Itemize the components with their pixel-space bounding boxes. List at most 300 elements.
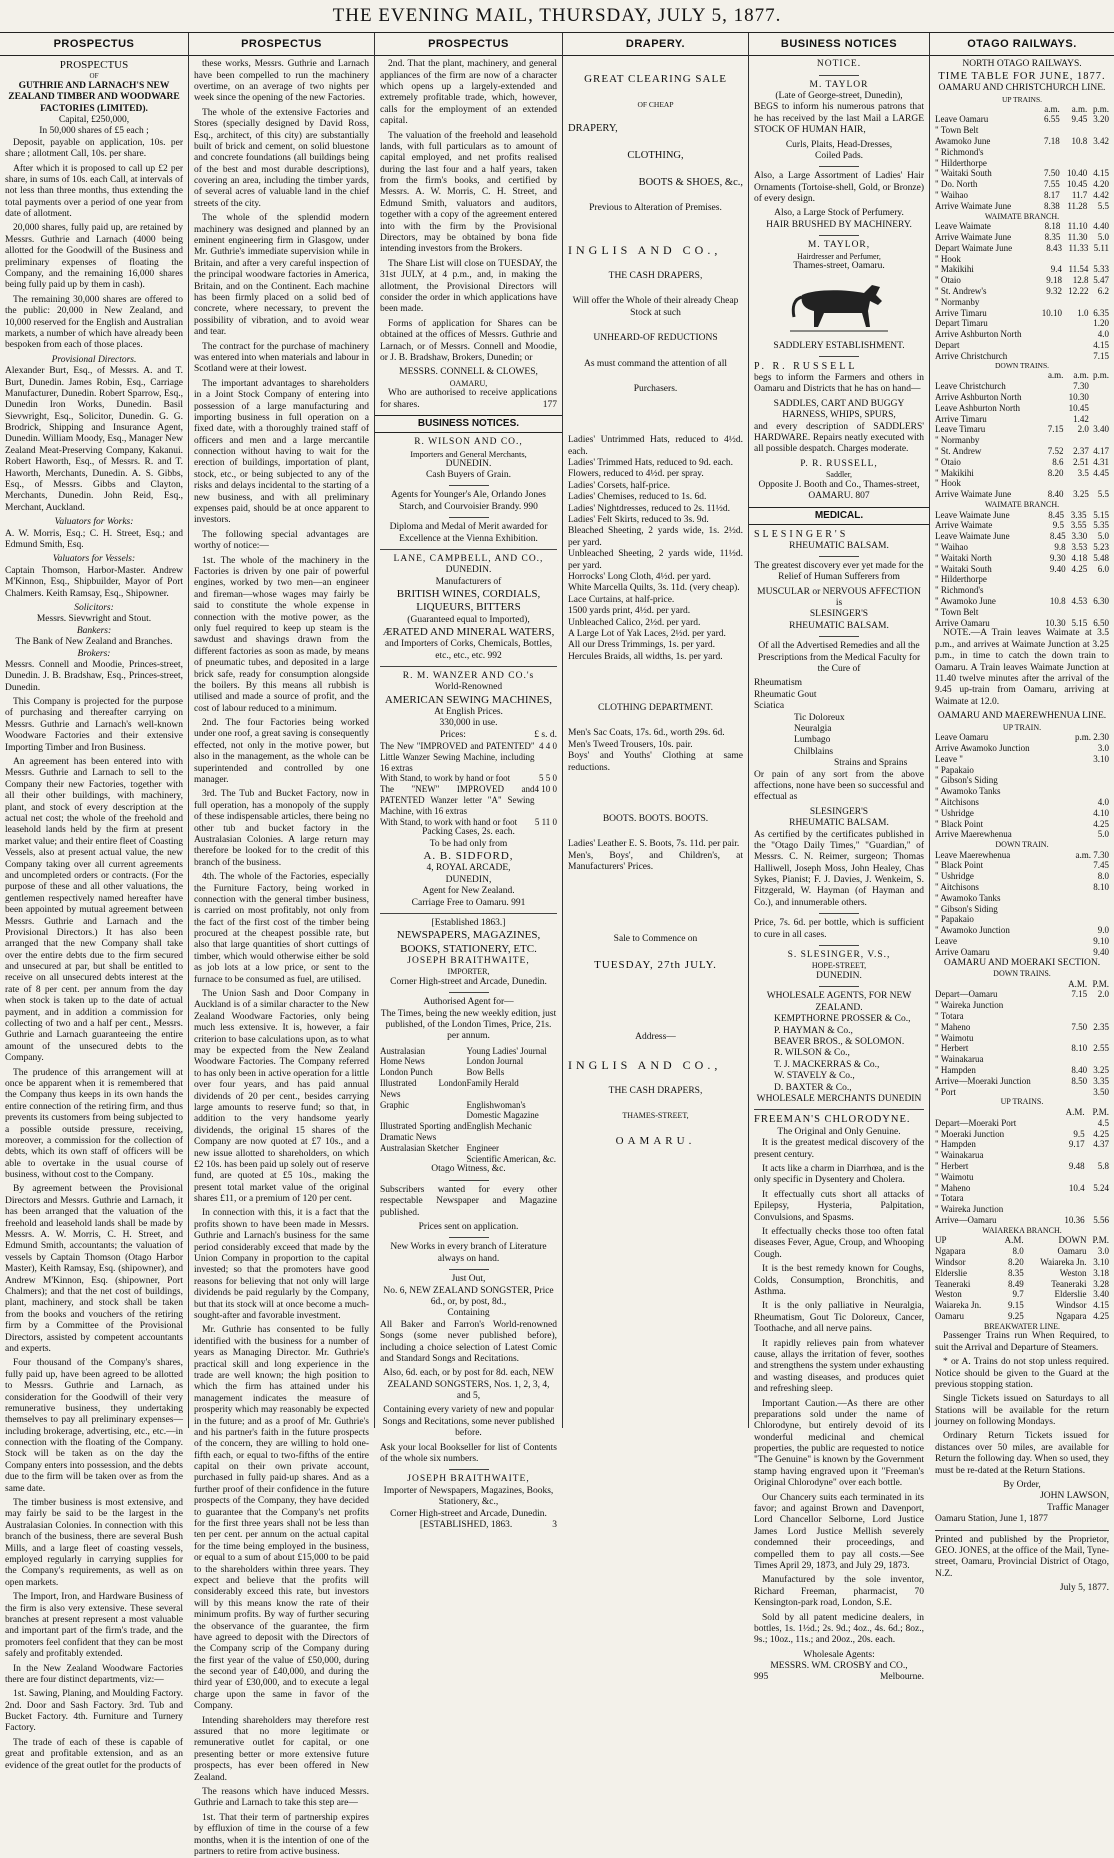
timetable-time: 3.42 [1087, 136, 1109, 147]
russell-begs: begs to inform the Farmers and others in Oamaru and Districts that he has on hand— [754, 373, 924, 396]
original-genuine: The Original and Only Genuine. [754, 1127, 924, 1138]
braithwaite: JOSEPH BRAITHWAITE, [380, 956, 557, 967]
newspaper-page [0, 33, 1114, 1428]
timetable-row [935, 1011, 1109, 1022]
timetable-row [935, 1300, 1109, 1311]
timetable-row [935, 297, 1109, 308]
sale-commence: Sale to Commence on [568, 934, 743, 945]
timetable-time: 2.35 [1087, 1022, 1109, 1033]
timetable-time [1085, 1193, 1109, 1204]
braithwaite-2: JOSEPH BRAITHWAITE, [380, 1474, 557, 1485]
timetable-row [935, 829, 1109, 840]
timetable-time [1087, 607, 1109, 618]
agents-list [754, 1014, 924, 1094]
timetable-header-cell: A.M. [1062, 979, 1087, 990]
timetable-time: 10.36 [1055, 1215, 1085, 1226]
address-label: Address— [568, 1032, 743, 1043]
timetable-header-row [935, 1107, 1109, 1118]
lane-town: DUNEDIN. [380, 565, 557, 576]
paper-name: London Journal [466, 1056, 557, 1067]
timetable-time: 7.55 [1038, 179, 1059, 190]
timetable-station: " Do. North [935, 179, 1038, 190]
timetable-row [935, 1161, 1109, 1172]
timetable-time: 7.15 [1082, 351, 1109, 362]
deposit-text: Deposit, payable on application, 10s. per share ; allotment Call, 10s. per share. [5, 138, 183, 161]
timetable-row [935, 1054, 1109, 1065]
divider [819, 235, 859, 236]
paragraph: The trade of each of these is capable of great and profitable extension, and as an evidence of the great outlet for the products of [5, 1738, 183, 1772]
notice-paragraph: * or A. Trains do not stop unless required. Notice should be given to the Guard at the previous stopping station. [935, 1357, 1109, 1391]
timetable-station: " Awamoko Tanks [935, 893, 1055, 904]
up-trains-heading: UP TRAINS. [935, 95, 1109, 104]
paragraph: The Import, Iron, and Hardware Business of the firm is also very extensive. These several branches at present represent a most valuable and important part of the firm's trade, and the promoters feel confident that they can be most safely and profitably extended. [5, 1592, 183, 1660]
drapery-item: 1500 yards print, 4½d. per yard. [568, 606, 743, 617]
timetable-time: 9.45 [1060, 114, 1088, 125]
timetable-station: " Normanby [935, 435, 1044, 446]
paper-name: Bow Bells [466, 1067, 557, 1078]
timetable-row [935, 1257, 1109, 1268]
spacer [568, 874, 743, 934]
timetable-time: 3.28 [1087, 1279, 1109, 1290]
timetable-time [1044, 403, 1064, 414]
timetable-row [935, 1289, 1109, 1300]
price-row [380, 784, 557, 816]
paragraph: these works, Messrs. Guthrie and Larnach have been compelled to run the machinery overtime, on an average of two nights per week since the opening of the new Factories. [194, 59, 369, 105]
balsam-price: Price, 7s. 6d. per bottle, which is sufficient to cure in all cases. [754, 918, 924, 941]
timetable-time: 8.38 [1038, 201, 1059, 212]
timetable-time: 8.40 [1044, 489, 1064, 500]
freeman-paragraph: Our Chancery suits each terminated in its favor; and against Brown and Davenport, Lord Chancellor Selborne, Lord Justice James Lord Justice Mellish severely condemned their proceedings, and compelled them to pay all costs.—See Times April 29, 1873, and July 29, 1873. [754, 1493, 924, 1573]
lane-importers [380, 639, 557, 662]
timetable-time: 7.45 [1055, 860, 1109, 871]
timetable-time [1089, 403, 1109, 414]
timetable-time [1087, 574, 1109, 585]
timetable-station: Arrive Ashburton North [935, 392, 1044, 403]
boots-item: Ladies' Leather E. S. Boots, 7s. 11d. per pair. [568, 839, 743, 850]
timetable-time: 4.10 [1063, 808, 1109, 819]
wilson-agents-text: Agents for Younger's Ale, Orlando Jones Starch, and Courvoisier Brandy. [391, 490, 546, 511]
timetable-time: Ngapara [1024, 1311, 1087, 1322]
certified: As certified by the certificates published in the "Otago Daily Times," "Guardian," of Messrs. C. N. Reimer, surgeon; Thomas Halliwell, Joseph Moss, John Healey, Chas Sykes, Pianist; F. J. Davies, J. Wenkeim, S. Fitzgerald, W. Hayman (of Hayman and Co.), and innumerable others. [754, 830, 924, 910]
muscular: MUSCULAR or NERVOUS AFFECTION [754, 587, 924, 598]
paragraph [380, 388, 557, 411]
bankers-heading: Bankers: [5, 626, 183, 637]
hope-street: HOPE-STREET, [754, 961, 924, 971]
divider [819, 913, 859, 914]
timetable-station: Arrive Waimate [935, 520, 1042, 531]
timetable-station: Depart Timaru [935, 318, 1082, 329]
timetable-station: Arrive Awamoko Junction [935, 743, 1063, 754]
timetable-station: Waiareka Jn. [935, 1300, 998, 1311]
timetable-station: " Waimotu [935, 1033, 1062, 1044]
paragraph: By agreement between the Provisional Directors and Messrs. Guthrie and Larnach, it has been arranged that the valuation of the freehold and leasehold lands shall be made by Messrs. A. W. Morris, C. H. Street, and Edmund Smith, accountants; the valuation of vessels by Captain Thomson (Otago Harbor Master), Keith Ramsay, Esq. (shipowner), and Andrew M'Kinnon, Esq. (shipowner, Port Chalmers); and that the net cost of buildings, plant, machinery, and stock shall be taken from the books and vouchers of the retiring firm by a Committee of the Provisional Directors, assisted by competent accountants and experts. [5, 1184, 183, 1355]
timetable-row [935, 318, 1109, 329]
timetable-time [1044, 478, 1064, 489]
timetable-time [1089, 414, 1109, 425]
timetable-time: 4.18 [1066, 553, 1088, 564]
drapery-item: Hercules Braids, all widths, 1s. per yard. [568, 652, 743, 663]
timetable-time [1044, 392, 1064, 403]
brokers-heading: Brokers: [5, 649, 183, 660]
timetable-station: " Hampden [935, 1139, 1055, 1150]
timetable-time: 4.0 [1063, 797, 1109, 808]
crosby-footer [754, 1672, 924, 1683]
papers-table [380, 1046, 557, 1165]
price-item: The "NEW" IMPROVED and PATENTED Wanzer letter "A" Sewing Machine, with 16 extras [380, 784, 535, 816]
divider [449, 992, 489, 993]
paragraph: The Union Sash and Door Company in Auckland is of a similar character to the New Zealand Woodware Factories, only being much less extensive. It is, however, a fair criterion to base calculations upon, as to what may be expected from the New Zealand Woodware Factories. The Company referred to has only been in active operation for a little over four years, and has paid annual dividends of 20 per cent., besides carrying large amounts to reserve fund; so that, in addition to the very handsome yearly dividends, the original 15 shares of the Company are now quoted at £7 10s., and a new issue allotted to shareholders, on which £2 10s. has been paid up solely out of reserve fund, are quoted at £5 10s., making the present total market value of the original shares £11, or a premium of 120 per cent. [194, 989, 369, 1205]
taylor-name: M. TAYLOR [754, 80, 924, 91]
prices-header [380, 730, 557, 741]
timetable-row [935, 457, 1109, 468]
up-train-heading: UP TRAIN. [935, 723, 1109, 733]
timetable-time: 9.8 [1038, 542, 1066, 553]
ailment: Strains and Sprains [754, 758, 924, 769]
timetable-station: " Maheno [935, 1022, 1062, 1033]
paper-row [380, 1067, 557, 1078]
paragraph: The whole of the extensive Factories and Stores (specially designed by David Ross, Esq., architect, of this city) are substantially built of brick and cement, on solid bluestone and concrete foundations (all buildings being of the best and most durable descriptions), covering an area, including the timber yards, of several acres of valuable land in the chief streets of the city. [194, 108, 369, 211]
timetable-row [935, 136, 1109, 147]
timetable-station: Arrive Oamaru [935, 618, 1038, 629]
wanzer-name: R. M. WANZER AND CO.'s [380, 671, 557, 682]
timetable-time: 5.0 [1087, 232, 1109, 243]
timetable-station: Leave Christchurch [935, 381, 1044, 392]
divider [449, 485, 489, 486]
spacer [568, 1044, 743, 1058]
timetable-row [935, 871, 1109, 882]
drapery-item: Ladies' Nightdresses, reduced to 2s. 11½d. [568, 504, 743, 515]
must-command: As must command the attention of all [568, 359, 743, 370]
crosby: MESSRS. WM. CROSBY and CO., [754, 1661, 924, 1672]
timetable-time [1087, 1033, 1109, 1044]
unheard-of: UNHEARD-OF REDUCTIONS [568, 333, 743, 344]
paper-name: Illustrated Sporting and Dramatic News [380, 1121, 466, 1143]
timetable-time: 3.40 [1087, 1289, 1109, 1300]
valuators-list: A. W. Morris, Esq.; C. H. Street, Esq.; and Edmund Smith, Esq. [5, 529, 183, 552]
timetable-time [1089, 381, 1109, 392]
timetable-station: " Richmond's [935, 585, 1038, 596]
timetable-time [1055, 1118, 1085, 1129]
paper-name: Australasian Sketcher [380, 1143, 466, 1154]
timetable-station: " Wainakarua [935, 1150, 1055, 1161]
timetable-row [935, 1076, 1109, 1087]
timetable-station: Awamoko June [935, 136, 1038, 147]
drapery-item: Flowers, reduced to 4½d. per spray. [568, 469, 743, 480]
paper-name: Scientific American, &c. [466, 1154, 557, 1165]
traffic-manager: Traffic Manager [935, 1503, 1109, 1514]
timetable-row [935, 1087, 1109, 1098]
timetable-time [1066, 574, 1088, 585]
timetable-row [935, 308, 1109, 319]
paragraph: In the New Zealand Woodware Factories there are four distinct departments, viz:— [5, 1664, 183, 1687]
timetable [935, 243, 1109, 319]
carriage-text: Carriage Free to Oamaru. [412, 898, 509, 908]
ad-number: 992 [487, 651, 501, 661]
timetable-time [1038, 585, 1066, 596]
russell-every: and every description of SADDLERS' HARDWARE. Repairs neatly executed with all possible despatch. Charges moderate. [754, 422, 924, 456]
timetable-row [935, 232, 1109, 243]
timetable-station: " St. Andrew [935, 446, 1044, 457]
timetable-station: " Herbert [935, 1043, 1062, 1054]
timetable-row [935, 850, 1109, 861]
wanzer-sold: 330,000 in use. [380, 718, 557, 729]
section-heading: MEDICAL. [749, 507, 929, 525]
of-label: OF [5, 72, 183, 80]
also-songsters: Also, 6d. each, or by post for 8d. each, NEW ZEALAND SONGSTERS, Nos. 1, 2, 3, 4, and 5, [380, 1368, 557, 1402]
timetable-time: 9.4 [1036, 264, 1062, 275]
timetable-time [1089, 392, 1109, 403]
boots-line: BOOTS & SHOES, &c., [568, 177, 743, 190]
timetable-station: " Otaio [935, 275, 1036, 286]
paragraph: The following special advantages are worthy of notice:— [194, 530, 369, 553]
directors-list: Alexander Burt, Esq., of Messrs. A. and T. Burt, Dunedin. James Robin, Esq., Carriage Manufacturer, Dunedin. Robert Sparrow, Esq., Dunedin Iron Works, Dunedin. Basil Sievwright, Esq., Solicitor, Dunedin. G. G. Brodrick, Shipping and Insurance Agent, Dunedin. William Moody, Esq., Manager New Zealand Meat-Preserving Company, Kakanui. Robert Haworth, Esq., of Messrs. R. and T. Haworth, Merchants, Dunedin. A. S. Gibbs, Esq., of Messrs. Gibbs and Clayton, Merchants, Dunedin. John Reid, Esq., Merchant, Auckland. [5, 366, 183, 514]
timetable-station: " Waihao [935, 190, 1038, 201]
auth-agent: Authorised Agent for— [380, 997, 557, 1008]
timetable-header-cell: p.m. [1089, 370, 1109, 381]
timetable-time [1062, 1087, 1087, 1098]
timetable-time: 5.23 [1087, 542, 1109, 553]
timetable-time [1085, 1172, 1109, 1183]
wilson-award: Diploma and Medal of Merit awarded for Excellence at the Vienna Exhibition. [380, 522, 557, 545]
timetable-time: 8.10 [1062, 1043, 1087, 1054]
price-item: The New "IMPROVED and PATENTED" Little Wanzer Sewing Machine, including 16 extras [380, 741, 535, 773]
timetable [935, 104, 1109, 212]
timetable-time: 8.45 [1038, 531, 1066, 542]
ailment: Neuralgia [754, 724, 924, 735]
timetable-header-cell: a.m. [1044, 370, 1064, 381]
paper-row [380, 1100, 557, 1122]
timetable-row [935, 893, 1109, 904]
ailments-list [754, 678, 924, 769]
thames-street: THAMES-STREET, [568, 1111, 743, 1121]
timetable-time [1088, 254, 1109, 265]
paragraph: This Company is projected for the purpose of purchasing and thereafter carrying on Messrs. Guthrie and Larnach's well-known Woodware Factories and their extensive Importing Timber and Iron Business. [5, 697, 183, 754]
timetable-station: Leave " [935, 754, 1063, 765]
price-value: 5 11 0 [535, 817, 558, 828]
down-trains-heading-3: DOWN TRAINS. [935, 969, 1109, 979]
timetable-time: 10.10 [1036, 308, 1062, 319]
curls: Curls, Plaits, Head-Dresses, [754, 140, 924, 151]
ad-number: 995 [754, 1672, 768, 1683]
spacer [568, 395, 743, 435]
ad-number: 3 [552, 1520, 557, 1531]
timetable-station: Depart—Oamaru [935, 989, 1062, 1000]
factory-list: 1st. Sawing, Planing, and Moulding Factory. 2nd. Door and Sash Factory. 3rd. Tub and Bucket Factory. 4th. Furniture and Turnery Factory. [5, 1689, 183, 1735]
horse-icon [784, 277, 894, 337]
established-2-text: [ESTABLISHED, 1863. [420, 1520, 512, 1530]
timetable-time [1062, 1011, 1087, 1022]
ask-bookseller: Ask your local Bookseller for list of Contents of the whole six numbers. [380, 1443, 557, 1466]
timetable-station: Arrive Waimate June [935, 232, 1039, 243]
timetable-row [935, 808, 1109, 819]
timetable-time [1055, 904, 1109, 915]
timetable-station: Arrive Waimate June [935, 201, 1038, 212]
paragraph: 20,000 shares, fully paid up, are retained by Messrs. Guthrie and Larnach (4000 being allotted for the Goodwill of the Business and preliminary expenses of floating the Company, and the remaining 16,000 shares being fully paid up by them in cash). [5, 223, 183, 291]
paragraph-text: Who are authorised to receive applications for shares. [380, 388, 557, 409]
timetable-station: Arrive Timaru [935, 414, 1044, 425]
timetable-time: 11.10 [1060, 221, 1087, 232]
freeman-paragraph: It acts like a charm in Diarrhœa, and is the only specific in Dysentery and Cholera. [754, 1164, 924, 1187]
timetable-station: " Waihao [935, 542, 1038, 553]
sidford-town: DUNEDIN, [380, 875, 557, 886]
capital: Capital, £250,000, [5, 115, 183, 126]
timetable-station: " Normanby [935, 297, 1036, 308]
paper-row [380, 1143, 557, 1154]
timetable-time: 8.35 [1039, 232, 1060, 243]
timetable-station: " Richmond's [935, 147, 1038, 158]
timetable-time: 8.50 [1062, 1076, 1087, 1087]
timetable-row [935, 190, 1109, 201]
cash-drapers-2: THE CASH DRAPERS, [568, 1086, 743, 1097]
divider [380, 549, 557, 550]
saddles: SADDLES, CART AND BUGGY HARNESS, WHIPS, SPURS, [754, 399, 924, 422]
otago-witness: Otago Witness, &c. [380, 1164, 557, 1175]
timetable-time: 10.40 [1060, 168, 1088, 179]
timetable-row [935, 531, 1109, 542]
timetable-time: 8.20 [998, 1257, 1024, 1268]
timetable-row [935, 381, 1109, 392]
greatest-discovery: The greatest discovery ever yet made for the Relief of Human Sufferers from [754, 561, 924, 584]
timetable-row [935, 754, 1109, 765]
just-out: Just Out, [380, 1274, 557, 1285]
timetable-row [935, 786, 1109, 797]
agent-name: D. BAXTER & Co., [774, 1083, 924, 1094]
paragraph: 2nd. That the plant, machinery, and general appliances of the firm are now of a character which opens up a largely-extended and extremely profitable trade, which, however, calls for the employment of an extended capital. [380, 59, 557, 127]
timetable-row [935, 936, 1109, 947]
timetable-station: Ngapara [935, 1246, 998, 1257]
solicitors: Messrs. Sievwright and Stout. [5, 614, 183, 625]
timetable-time: 8.10 [1055, 882, 1109, 893]
timetable-station: Leave Ashburton North [935, 403, 1044, 414]
timetable-station: " Waimotu [935, 1172, 1055, 1183]
timetable-time: 5.15 [1086, 510, 1109, 521]
wilson-sub: Importers and General Merchants, [380, 449, 557, 459]
timetable-station: " Black Point [935, 860, 1055, 871]
braithwaite-importer: IMPORTER, [380, 967, 557, 977]
timetable-station: Arrive—Moeraki Junction [935, 1076, 1062, 1087]
timetable-time [1060, 125, 1088, 136]
inglis-name-2: INGLIS AND CO., [568, 1058, 743, 1072]
timetable-time: 5.35 [1086, 520, 1109, 531]
inglis-name: INGLIS AND CO., [568, 243, 743, 257]
songster: No. 6, NEW ZEALAND SONGSTER, Price 6d., or, by post, 8d., [380, 1286, 557, 1309]
timetable-time: 3.30 [1066, 531, 1088, 542]
waiareka-heading: WAIAREKA BRANCH. [935, 1226, 1109, 1236]
timetable-station: " Black Point [935, 819, 1063, 830]
timetable-time [1066, 585, 1088, 596]
timetable-row [935, 1033, 1109, 1044]
timetable-time: 8.0 [998, 1246, 1024, 1257]
timetable-station: Leave Waimate June [935, 510, 1042, 521]
timetable-row [935, 1268, 1109, 1279]
crosby-town: Melbourne. [880, 1672, 924, 1683]
spacer [568, 945, 743, 959]
timetable-time: 8.18 [1039, 221, 1060, 232]
agent-name: MESSRS. CONNELL & CLOWES, [380, 367, 557, 378]
timetable-station: " Makikihi [935, 468, 1044, 479]
timetable-time: 4.15 [1087, 1300, 1109, 1311]
timetable-row [935, 904, 1109, 915]
timetable-row [935, 168, 1109, 179]
timetable [935, 510, 1109, 532]
timetable-time: 10.30 [1038, 618, 1066, 629]
timetable-time: 10.4 [1055, 1183, 1085, 1194]
timetable [935, 318, 1109, 361]
paper-name: Engineer [466, 1143, 557, 1154]
timetable-time: 8.49 [998, 1279, 1024, 1290]
spacer [568, 136, 743, 150]
timetable-time: 1.20 [1082, 318, 1109, 329]
timetable-note: NOTE.—A Train leaves Waimate at 3.5 p.m., and arrives at Waimate Junction at 3.25 p.m., in time to catch the down train to Oamaru. A Train leaves Waimate Junction at 11.40 twelve minutes after the arrival of the 9.45 up-train from Oamaru, arriving at Waimate at 12.0. [935, 628, 1109, 708]
or-pain: Or pain of any sort from the above affections, none have been so successful and effectual as [754, 770, 924, 804]
spacer [568, 257, 743, 271]
timetable-time: 3.55 [1064, 520, 1086, 531]
brokers: Messrs. Connell and Moodie, Princes-street, Dunedin. J. B. Bradshaw, Esq., Princes-street, Dunedin. [5, 660, 183, 694]
timetable-station: Weston [935, 1289, 998, 1300]
timetable-time: 3.0 [1063, 743, 1109, 754]
timetable-time: 4.42 [1087, 190, 1109, 201]
timetable-station: " Hilderthorpe [935, 158, 1038, 169]
wilson-name: R. WILSON AND CO., [380, 437, 557, 448]
timetable-station: Arrive Christchurch [935, 351, 1082, 362]
timetable-header-cell: P.M. [1085, 1107, 1109, 1118]
timetable-time: 10.45 [1063, 403, 1088, 414]
down-train-heading: DOWN TRAIN. [935, 840, 1109, 850]
timetable-time [1060, 158, 1088, 169]
timetable-time: 8.0 [1055, 871, 1109, 882]
paragraph: In connection with this, it is a fact that the profits shown to have been made in Messrs. Guthrie and Larnach's business for the same period considerably exceed that made by the Union Company in proportion to the capital invested; so that the promoters have good reasons for believing that not only will large dividends be paid regularly by the Company, but that its stock will at once become a much-sought-after and favorable investment. [194, 1208, 369, 1322]
timetable-row [935, 819, 1109, 830]
timetable-row [935, 1311, 1109, 1322]
is-label: is [754, 598, 924, 609]
timetable-time [1087, 1011, 1109, 1022]
braithwaite-importer-2: Importer of Newspapers, Magazines, Books, Stationery, &c., [380, 1486, 557, 1509]
ailment: Sciatica [754, 701, 924, 712]
timetable-time: 9.40 [1055, 947, 1109, 958]
timetable-station: Leave Timaru [935, 424, 1044, 435]
breakwater-heading: BREAKWATER LINE. [935, 1322, 1109, 1332]
drapery-item: Horrocks' Long Cloth, 4½d. per yard. [568, 572, 743, 583]
timetable-time: 4.45 [1089, 468, 1109, 479]
ailment: Lumbago [754, 735, 924, 746]
timetable [935, 979, 1109, 1098]
timetable-row [935, 489, 1109, 500]
ad-number: 807 [855, 491, 869, 501]
timetable-time [1055, 1150, 1085, 1161]
timetable-title: TIME TABLE FOR JUNE, 1877. [935, 71, 1109, 84]
timetable-time [1087, 1054, 1109, 1065]
timetable-row [935, 264, 1109, 275]
paper-row [380, 1078, 557, 1100]
timetable-time [1085, 1204, 1109, 1215]
freeman-paragraph: Important Caution.—As there are other preparations sold under the name of Chlorodyne, but entirely devoid of its wonderful medicinal and chemical properties, the public are requested to notice "The Genuine" is known by the Government stamp having engraved upon it "Freeman's Original Chlorodyne" over each bottle. [754, 1399, 924, 1490]
timetable-time: 3.40 [1089, 424, 1109, 435]
timetable-time: 5.0 [1087, 531, 1109, 542]
timetable-time: Elderslie [1024, 1289, 1087, 1300]
timetable-time: 6.55 [1038, 114, 1059, 125]
timetable-time: 2.51 [1063, 457, 1088, 468]
timetable-row [935, 243, 1109, 254]
timetable [935, 221, 1109, 243]
timetable-time: 6.2 [1088, 286, 1109, 297]
boots-item: Men's, Boys', and Children's, at Manufacturers' Prices. [568, 851, 743, 874]
spacer [568, 109, 743, 123]
timetable-station: " Town Belt [935, 607, 1038, 618]
masthead: THE EVENING MAIL, THURSDAY, JULY 5, 1877. [0, 0, 1114, 33]
timetable-header-cell [935, 370, 1044, 381]
spacer [568, 1097, 743, 1111]
timetable-station: Windsor [935, 1257, 998, 1268]
